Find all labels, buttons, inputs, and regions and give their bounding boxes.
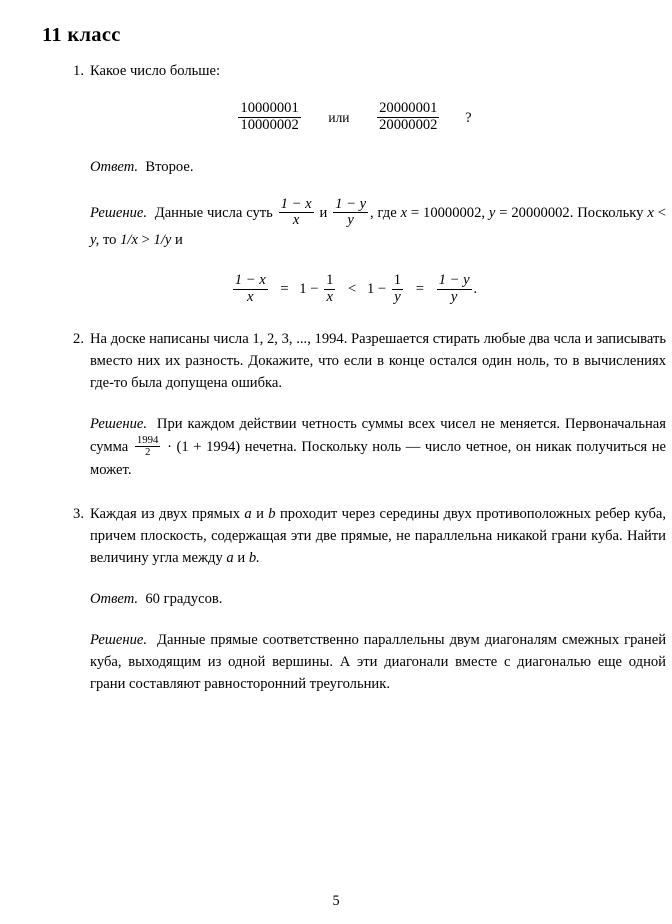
answer-label: Ответ. [90, 590, 139, 607]
formula-question-mark: ? [465, 109, 472, 126]
problem-3 [42, 503, 666, 569]
term-2: 1 − [366, 281, 387, 298]
equals-sign: = [415, 281, 424, 298]
problem-1-answer [90, 156, 666, 178]
problem-3-solution [90, 629, 666, 695]
fraction-left [236, 101, 302, 134]
problem-2 [42, 328, 666, 394]
spacer [42, 394, 666, 413]
fraction-numerator: 1 [393, 272, 402, 288]
fraction-numerator: 1 − x [280, 195, 312, 212]
problem-1-number: 1. [73, 63, 84, 79]
less-than-sign: < [348, 281, 357, 298]
fraction-denominator: y [437, 289, 472, 306]
fraction [279, 197, 314, 230]
fraction [377, 101, 439, 134]
line-b-2: b. [248, 549, 260, 566]
problem-2-number: 2. [73, 330, 84, 347]
solution-text-3: Поскольку [577, 204, 644, 221]
problem-3-statement [90, 503, 666, 569]
conjunction: и [319, 204, 328, 221]
problem-3-answer [90, 588, 666, 610]
fraction-denominator: y [392, 289, 403, 306]
solution-label: Решение. [90, 415, 148, 432]
solution-text-1: При каждом действии четность суммы всех чисел не меняется. Первоначальная сумма [90, 415, 666, 455]
problem-1-statement: Какое число больше: [90, 63, 221, 79]
line-b: b [268, 505, 276, 522]
value-y: 20000002. [511, 204, 574, 221]
fraction-numerator: 1994 [136, 433, 159, 446]
problem-3-number: 3. [73, 505, 84, 522]
conjunction: и [256, 505, 264, 522]
fraction [437, 273, 472, 306]
fraction-numerator: 1 [326, 272, 334, 288]
conjunction-2: и [237, 549, 246, 566]
spacer [42, 481, 666, 503]
problem-1-display-formula [42, 101, 666, 134]
fraction [392, 273, 403, 306]
spacer [42, 134, 666, 156]
period: . [473, 281, 478, 298]
spacer [42, 306, 666, 328]
spacer [42, 82, 666, 101]
problem-2-statement: На доске написаны числа 1, 2, 3, ..., 1994. Разрешается стирать любые два чсла и записывать вместо них их разность. Докажите, что если в конце остался один ноль, то в вычислениях где-то была допущена ошибка. [90, 330, 666, 391]
less-than-sign: < [657, 204, 666, 221]
fraction-numerator: 10000001 [240, 100, 299, 116]
problem-2-solution [90, 413, 666, 481]
line-a-2: a [226, 549, 234, 566]
solution-text-2: нечетна. Поскольку ноль — число четное, он никак получиться не может. [90, 438, 667, 478]
page-title: 11 класс [42, 24, 121, 46]
fraction-numerator: 20000001 [379, 100, 438, 116]
equals-sign: = [410, 204, 420, 221]
fraction [324, 273, 335, 306]
solution-text-1: Данные числа суть [154, 204, 273, 221]
solution-text: Данные прямые соответственно параллельны двум диагоналям смежных граней куба, выходящим из одной вершины. А эти диагонали вместе с диагональю еще одной грани составляют равносторонний треугольник. [90, 631, 667, 692]
solution-label: Решение. [90, 204, 148, 221]
fraction-denominator: x [324, 289, 335, 306]
problem-1-solution [90, 197, 666, 252]
variable-y: y [488, 204, 496, 221]
spacer [42, 251, 666, 273]
statement-text-1: Каждая из двух прямых [90, 505, 241, 522]
reciprocal-y: 1/y [153, 232, 172, 248]
inequality-left: x [647, 204, 654, 221]
inequality-right: y, [90, 232, 100, 248]
term-1: 1 − [299, 281, 319, 298]
fraction-numerator: 1 − x [234, 272, 266, 288]
reciprocal-x: 1/x [120, 232, 138, 248]
equals-sign: = [499, 204, 508, 221]
problem-1-display-equation [42, 273, 666, 306]
solution-text-5: и [175, 232, 183, 248]
fraction [135, 435, 161, 459]
fraction-denominator: y [333, 212, 368, 229]
fraction-denominator: x [279, 212, 314, 229]
fraction [238, 101, 300, 134]
solution-text-2: , где [370, 204, 397, 221]
fraction-denominator: 2 [135, 446, 161, 459]
answer-text: Второе. [145, 158, 194, 175]
line-a: a [244, 505, 252, 522]
fraction-denominator: x [233, 289, 268, 306]
spacer [42, 569, 666, 588]
statement-text-2: проходит через середины двух противоположных ребер куба, причем плоскость, содержащая эти две прямые, не параллельна никакой грани куба. Найти величину угла между [90, 505, 666, 566]
page-number: 5 [332, 893, 340, 909]
spacer [42, 178, 666, 197]
sum-expression-tail: · (1 + 1994) [167, 438, 241, 455]
answer-label: Ответ. [90, 158, 139, 175]
fraction-right [375, 101, 441, 134]
spacer [42, 610, 666, 629]
problem-1 [42, 60, 666, 82]
solution-text-4: то [102, 232, 117, 248]
fraction [333, 197, 368, 230]
fraction-numerator: 1 − y [438, 272, 470, 288]
answer-text: 60 градусов. [145, 590, 223, 607]
fraction-denominator: 20000002 [379, 116, 438, 133]
formula-connector: или [328, 109, 350, 125]
fraction-denominator: 10000002 [240, 116, 299, 133]
equals-sign: = [280, 281, 289, 298]
fraction-numerator: 1 − y [335, 195, 367, 212]
fraction [233, 273, 268, 306]
variable-x: x [400, 204, 408, 221]
greater-than-sign: > [141, 232, 150, 248]
solution-label: Решение. [90, 631, 148, 648]
value-x: 10000002, [423, 204, 486, 221]
document-body [42, 60, 666, 695]
